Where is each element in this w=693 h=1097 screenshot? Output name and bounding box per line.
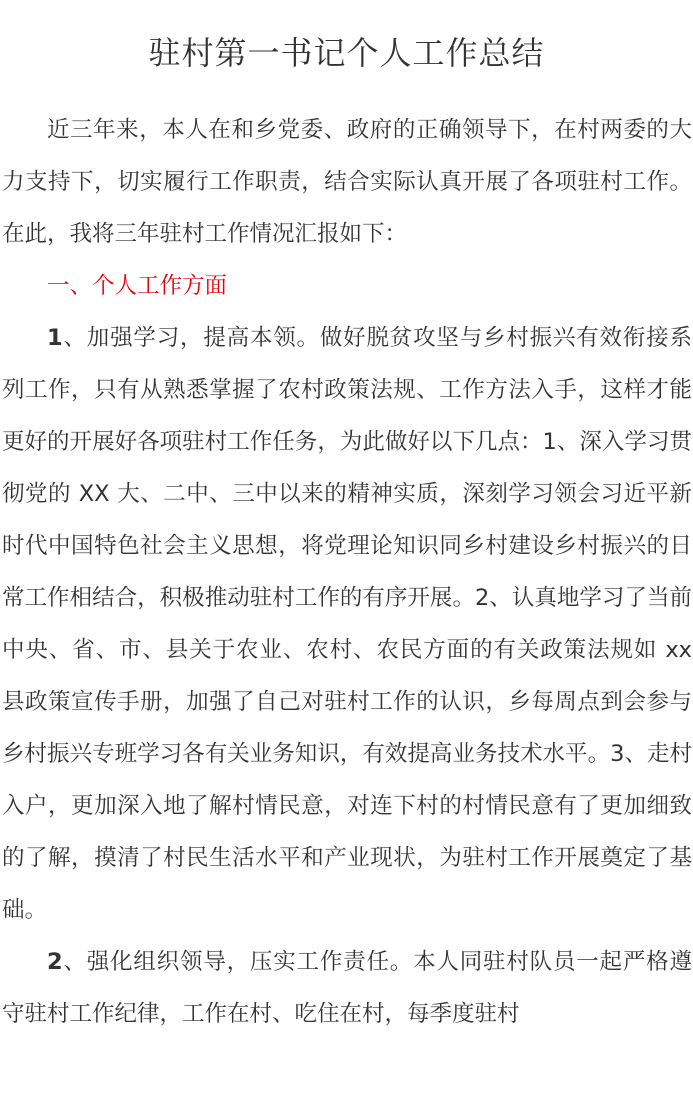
item-paragraph-1 [2,312,692,936]
item-number: 2 [47,949,63,975]
item-paragraph-2 [2,936,692,1040]
item-text: 、加强学习，提高本领。做好脱贫攻坚与乡村振兴有效衔接系列工作，只有从熟悉掌握了农村政策法规、工作方法入手，这样才能更好的开展好各项驻村工作任务，为此做好以下几点：1、深入学习贯彻党的 XX 大、二中、三中以来的精神实质，深刻学习领会习近平新时代中国特色社会主义思想，将党理论知识同乡村建设乡村振兴的日常工作相结合，积极推动驻村工作的有序开展。2、认真地学习了当前中央、省、市、县关于农业、农村、农民方面的有关政策法规如 xx 县政策宣传手册，加强了自己对驻村工作的认识，乡每周点到会参与乡村振兴专班学习各有关业务知识，有效提高业务技术水平。3、走村入户，更加深入地了解村情民意，对连下村的村情民意有了更加细致的了解，摸清了村民生活水平和产业现状，为驻村工作开展奠定了基础。 [2,325,692,923]
section-heading: 一、个人工作方面 [47,273,228,299]
document-body [2,104,692,1040]
intro-paragraph: 近三年来，本人在和乡党委、政府的正确领导下，在村两委的大力支持下，切实履行工作职责，结合实际认真开展了各项驻村工作。在此，我将三年驻村工作情况汇报如下： [2,117,692,247]
item-text: 、强化组织领导，压实工作责任。本人同驻村队员一起严格遵守驻村工作纪律，工作在村、吃住在村，每季度驻村 [2,949,692,1027]
document-title: 驻村第一书记个人工作总结 [148,34,545,72]
item-number: 1 [47,325,63,351]
